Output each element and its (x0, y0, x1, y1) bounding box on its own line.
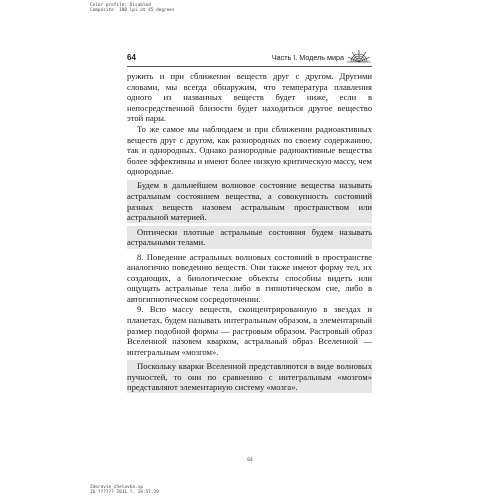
paragraph: Оптически плотные астральные состояния будем называть астральными телами. (127, 226, 372, 248)
header-rule (127, 66, 372, 67)
paragraph: То же самое мы наблюдаем и при сближении радиоактивных веществ друг с другом, как разнородных по своему содержанию, так и однородных. Однако разнородные радиоактивные вещества более эффективны и имеют более низкую критическую массу, чем однородные. (127, 123, 372, 177)
page-number: 64 (127, 53, 136, 62)
paragraph: 8. Поведение астральных волновых состояний в пространстве аналогично поведению веществ. Они также имеют форму тел, их создающих, а биологические объекты способны видеть или ощущать астральные тела либо в гипнотическом сне, либо в автогипнотическом сосредоточении. (127, 251, 372, 304)
paragraph: ружить и при сближении веществ друг с другом. Другими словами, мы всегда обнаружим, что температура плавления одного из названных веществ будет ниже, если в непосредственной близости будет находиться другое вещество этой пары. (127, 71, 372, 124)
paragraph: 9. Всю массу веществ, сконцентрированную в звездах и планетах, будем называть интегральным образом, а элементарный размер подобной формы — растровым образом. Растровый образ Вселенной назовем кварком, астральный образ Вселенной — интегральным «мозгом». (127, 304, 372, 357)
shaded-block (127, 226, 372, 248)
page-body (127, 71, 372, 396)
paragraph: Поскольку кварки Вселенной представляются в виде волновых пучностей, то они по сравнению с интегральным «мозгом» представляют элементарную систему «мозга». (127, 360, 372, 393)
shaded-block (127, 360, 372, 393)
print-metadata-top: Color profile: Disabled Composite 100 lpi at 45 degrees (90, 3, 175, 14)
print-metadata-bottom: Zdorovie_chelovka.vp 26 ?????? 2011 ?. 19:57:29 (90, 485, 159, 496)
sunburst-logo-icon (346, 48, 372, 64)
page-header (127, 50, 372, 66)
running-title: Часть I. Модель мира (271, 53, 344, 62)
shaded-block (127, 180, 372, 223)
paragraph: Будем в дальнейшем волновое состояние вещества называть астральным состоянием вещества, а совокупность состояний разных веществ назовем астральным пространством или астральной материей. (127, 180, 372, 223)
footer-page-number: 64 (247, 458, 253, 463)
